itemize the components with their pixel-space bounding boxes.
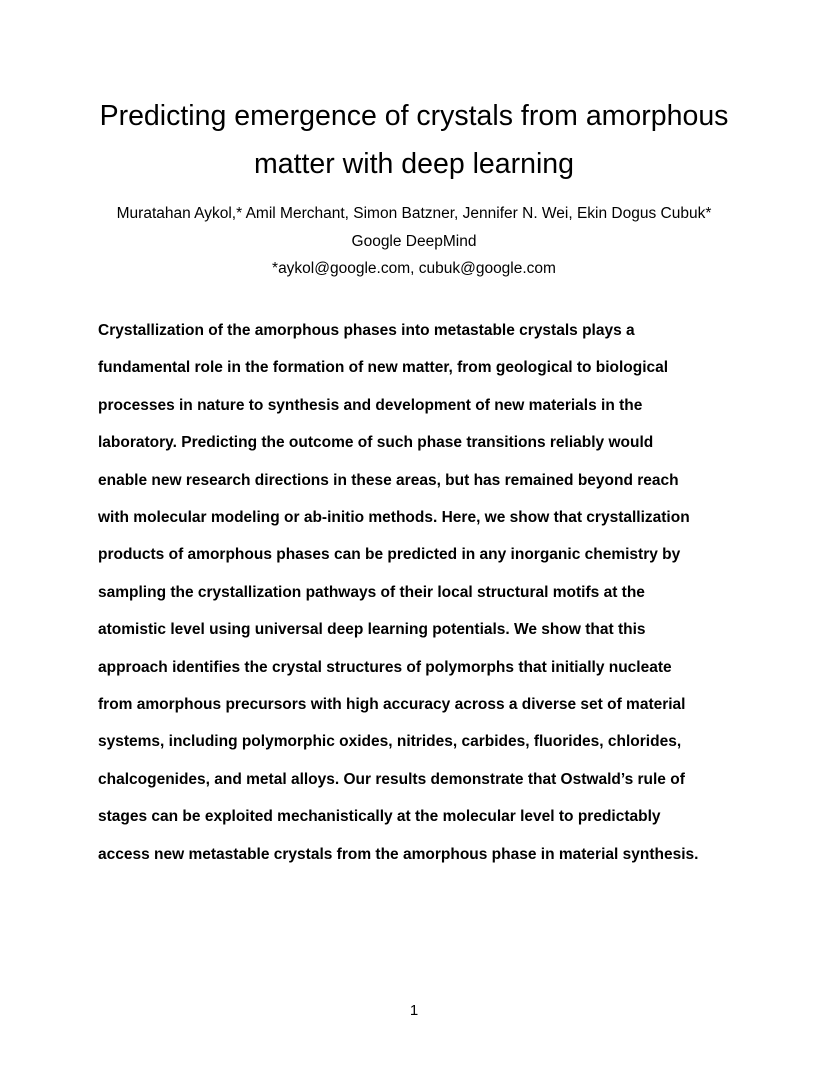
paper-title xyxy=(0,92,828,188)
abstract-line: approach identifies the crystal structures of polymorphs that initially nucleate xyxy=(98,658,672,676)
abstract-line: with molecular modeling or ab-initio methods. Here, we show that crystallization xyxy=(98,509,690,527)
abstract-line: fundamental role in the formation of new matter, from geological to biological xyxy=(98,359,669,377)
contact-emails: *aykol@google.com, cubuk@google.com xyxy=(272,260,556,277)
abstract-line: from amorphous precursors with high accuracy across a diverse set of material xyxy=(98,696,686,714)
page-number: 1 xyxy=(409,1002,419,1019)
title-line: Predicting emergence of crystals from amorphous xyxy=(99,100,729,132)
abstract-line: enable new research directions in these areas, but has remained beyond reach xyxy=(98,471,679,489)
abstract-line: Crystallization of the amorphous phases into metastable crystals plays a xyxy=(98,322,635,339)
author-list: Muratahan Aykol,* Amil Merchant, Simon Batzner, Jennifer N. Wei, Ekin Dogus Cubuk* xyxy=(116,205,712,222)
abstract-line: systems, including polymorphic oxides, nitrides, carbides, fluorides, chlorides, xyxy=(98,733,682,751)
abstract-line: atomistic level using universal deep learning potentials. We show that this xyxy=(98,621,646,639)
author-block xyxy=(0,200,828,283)
abstract-line: products of amorphous phases can be predicted in any inorganic chemistry by xyxy=(98,546,681,564)
abstract-line: chalcogenides, and metal alloys. Our results demonstrate that Ostwald’s rule of xyxy=(98,770,685,788)
abstract-line: sampling the crystallization pathways of their local structural motifs at the xyxy=(98,583,645,601)
abstract-line: access new metastable crystals from the amorphous phase in material synthesis. xyxy=(98,845,699,863)
title-line: matter with deep learning xyxy=(253,148,574,180)
abstract-line: processes in nature to synthesis and development of new materials in the xyxy=(98,396,643,414)
abstract-line: laboratory. Predicting the outcome of such phase transitions reliably would xyxy=(98,434,654,452)
abstract xyxy=(98,312,738,873)
abstract-line: stages can be exploited mechanistically at the molecular level to predictably xyxy=(98,808,661,826)
affiliation: Google DeepMind xyxy=(351,232,477,250)
